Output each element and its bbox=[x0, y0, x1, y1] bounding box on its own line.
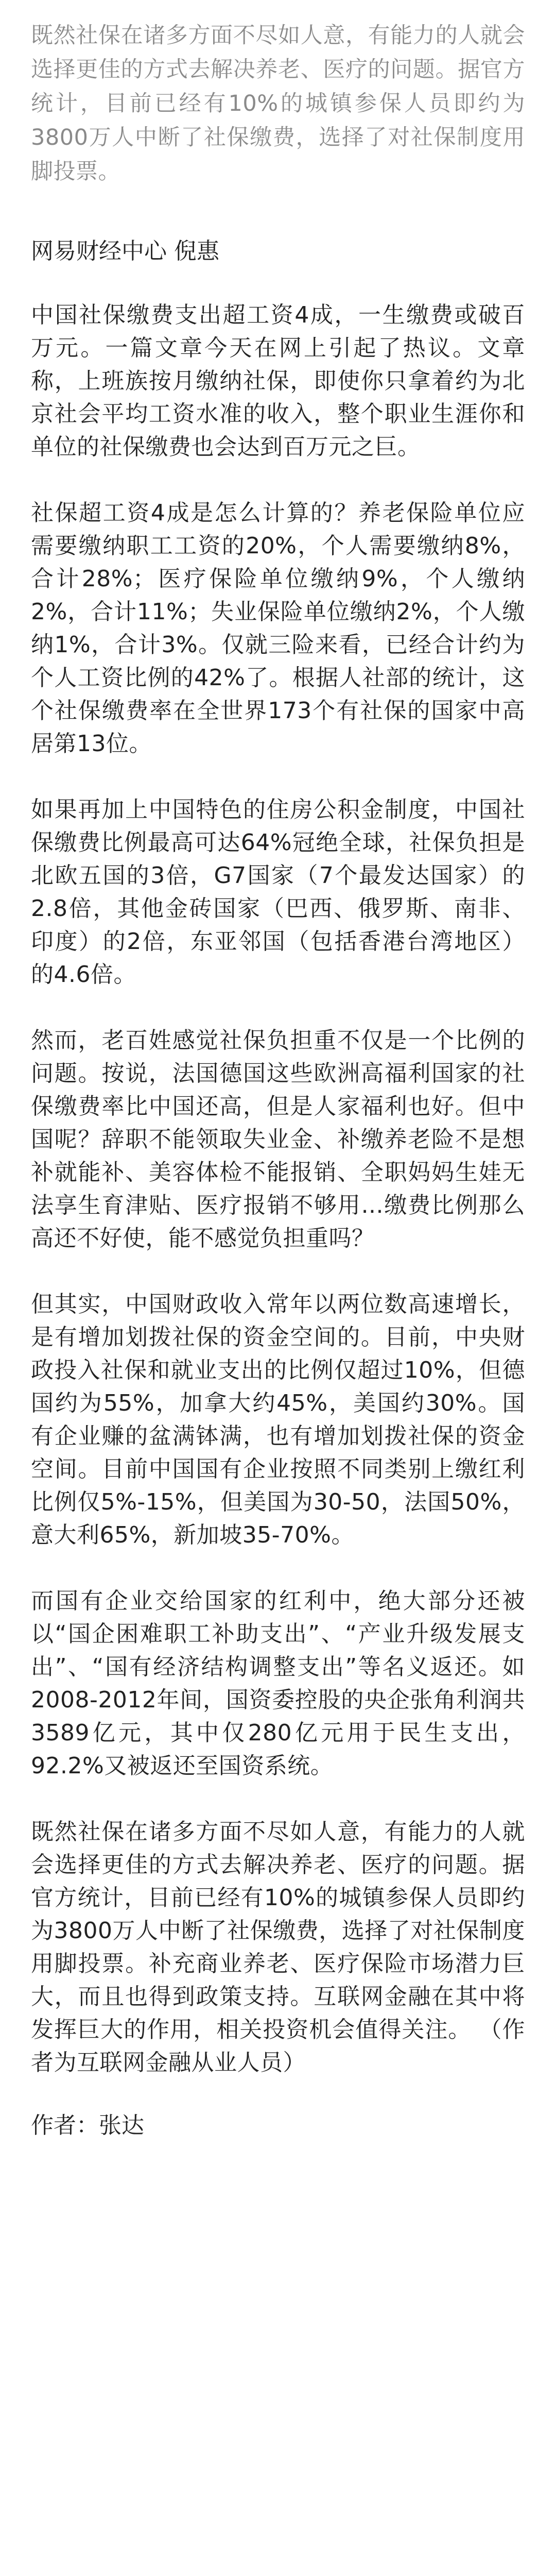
article-paragraph-7: 既然社保在诸多方面不尽如人意，有能力的人就会选择更佳的方式去解决养老、医疗的问题。据官方统计，目前已经有10%的城镇参保人员即约为3800万人中断了社保缴费，选择了对社保制度用脚投票。补充商业养老、医疗保险市场潜力巨大，而且也得到政策支持。互联网金融在其中将发挥巨大的作用，相关投资机会值得关注。 （作者为互联网金融从业人员） bbox=[31, 1819, 525, 2076]
article-paragraph-6: 而国有企业交给国家的红利中，绝大部分还被以“国企困难职工补助支出”、“产业升级发展支出”、“国有经济结构调整支出”等名义返还。如2008-2012年间，国资委控股的央企张角利润共3589亿元，其中仅280亿元用于民生支出，92.2%又被返还至国资系统。 bbox=[31, 1588, 525, 1779]
article-source: 网易财经中心 倪惠 bbox=[31, 238, 219, 264]
article-author: 作者：张达 bbox=[31, 2112, 144, 2139]
article-paragraph-2: 社保超工资4成是怎么计算的？养老保险单位应需要缴纳职工工资的20%，个人需要缴纳8%，合计28%；医疗保险单位缴纳9%，个人缴纳2%，合计11%；失业保险单位缴纳2%，个人缴纳1%，合计3%。仅就三险来看，已经合计约为个人工资比例的42%了。根据人社部的统计，这个社保缴费率在全世界173个有社保的国家中高居第13位。 bbox=[31, 500, 525, 757]
article-summary: 既然社保在诸多方面不尽如人意，有能力的人就会选择更佳的方式去解决养老、医疗的问题。据官方统计，目前已经有10%的城镇参保人员即约为3800万人中断了社保缴费，选择了对社保制度用脚投票。 bbox=[31, 23, 525, 184]
article-paragraph-3: 如果再加上中国特色的住房公积金制度，中国社保缴费比例最高可达64%冠绝全球，社保负担是北欧五国的3倍，G7国家（7个最发达国家）的2.8倍，其他金砖国家（巴西、俄罗斯、南非、印度）的2倍，东亚邻国（包括香港台湾地区）的4.6倍。 bbox=[31, 796, 525, 988]
article-paragraph-4: 然而，老百姓感觉社保负担重不仅是一个比例的问题。按说，法国德国这些欧洲高福利国家的社保缴费率比中国还高，但是人家福利也好。但中国呢？辞职不能领取失业金、补缴养老险不是想补就能补、美容体检不能报销、全职妈妈生娃无法享生育津贴、医疗报销不够用...缴费比例那么高还不好使，能不感觉负担重吗？ bbox=[31, 1027, 525, 1251]
article-paragraph-5: 但其实，中国财政收入常年以两位数高速增长，是有增加划拨社保的资金空间的。目前，中央财政投入社保和就业支出的比例仅超过10%，但德国约为55%，加拿大约45%，美国约30%。国有企业赚的盆满钵满，也有增加划拨社保的资金空间。目前中国国有企业按照不同类别上缴红利比例仅5%-15%，但美国为30-50，法国50%，意大利65%，新加坡35-70%。 bbox=[31, 1291, 525, 1548]
article-body bbox=[0, 299, 556, 2079]
article-paragraph-1: 中国社保缴费支出超工资4成，一生缴费或破百万元。一篇文章今天在网上引起了热议。文章称，上班族按月缴纳社保，即使你只拿着约为北京社会平均工资水准的收入，整个职业生涯你和单位的社保缴费也会达到百万元之巨。 bbox=[31, 302, 525, 460]
